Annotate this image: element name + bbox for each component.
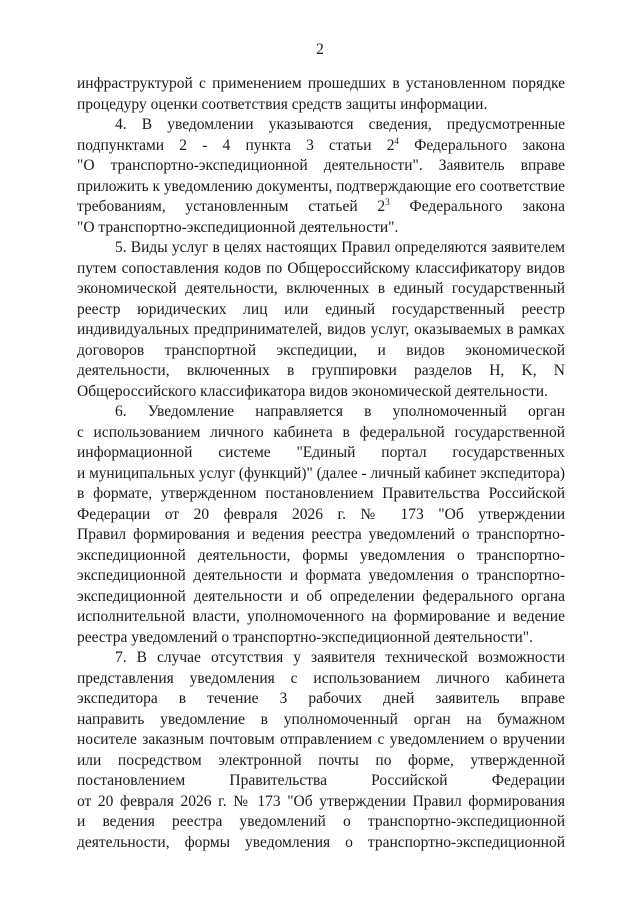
line-text: путем сопоставления кодов по Общероссийскому классификатору видов: [77, 259, 565, 277]
line-text: от 20 февраля 2026 г. № 173 "Об утверждении Правил формирования: [77, 792, 565, 810]
text-line: [77, 361, 565, 382]
line-text: индивидуальных предпринимателей, видов услуг, оказываемых в рамках: [77, 321, 565, 338]
text-line: [77, 464, 565, 485]
text-line: [77, 484, 565, 505]
line-text: "О транспортно-экспедиционной деятельности".: [77, 218, 399, 236]
line-text: экономической деятельности, включенных в единый государственный: [77, 280, 565, 297]
text-line: [77, 136, 565, 157]
line-text: или посредством электронной почты по форме, утвержденной: [77, 751, 565, 769]
line-text: экспедиционной деятельности и об определении федерального органа: [77, 587, 565, 605]
line-text: экспедитора в течение 3 рабочих дней заявитель вправе: [77, 690, 565, 707]
page-number: 2: [316, 41, 324, 58]
line-text-tail: Федерального закона: [398, 136, 565, 154]
text-line: [77, 382, 565, 403]
line-text: информационной системе "Единый портал государственных: [77, 444, 565, 461]
line-text: и ведения реестра уведомлений о транспортно-экспедиционной: [77, 813, 565, 830]
text-line: [77, 320, 565, 341]
line-text: процедуру оценки соответствия средств защиты информации.: [77, 95, 488, 113]
text-line: [77, 792, 565, 813]
text-line: [77, 238, 565, 259]
superscript: 3: [385, 197, 390, 207]
line-text: направить уведомление в уполномоченный орган на бумажном: [77, 710, 565, 728]
line-text: приложить к уведомлению документы, подтверждающие его соответствие: [77, 177, 565, 195]
text-line: [77, 546, 565, 567]
text-line: [77, 730, 565, 751]
text-line: [77, 259, 565, 280]
line-text: представления уведомления с использованием личного кабинета: [77, 669, 565, 687]
text-line: [77, 279, 565, 300]
text-line: [77, 443, 565, 464]
line-text: деятельности, формы уведомления о транспортно-экспедиционной: [77, 833, 565, 851]
line-text: требованиям, установленным статьей 2: [77, 198, 386, 215]
text-line: [77, 177, 565, 198]
text-line: [77, 710, 565, 731]
line-text: договоров транспортной экспедиции, и видов экономической: [77, 341, 565, 359]
line-text: подпунктами 2 - 4 пункта 3 статьи 2: [77, 136, 395, 154]
text-line: [77, 115, 565, 136]
text-line: [77, 525, 565, 546]
line-text: носителе заказным почтовым отправлением с уведомлением о вручении: [77, 731, 565, 748]
superscript: 4: [394, 135, 399, 146]
line-text: экспедиционной деятельности и формата уведомления о транспортно-: [77, 567, 565, 584]
text-line: [77, 812, 565, 833]
line-text: и муниципальных услуг (функций)" (далее - личный кабинет экспедитора): [77, 464, 565, 482]
line-text-tail: Федерального закона: [389, 198, 565, 215]
line-text: с использованием личного кабинета в федеральной государственной: [77, 423, 565, 441]
line-text: деятельности, включенных в группировки разделов H, K, N: [77, 362, 565, 379]
line-text: 7. В случае отсутствия у заявителя технической возможности: [115, 649, 565, 666]
line-text: "О транспортно-экспедиционной деятельности". Заявитель вправе: [77, 157, 565, 174]
text-line: [77, 74, 565, 95]
line-text: Федерации от 20 февраля 2026 г. № 173 "Об утверждении: [77, 505, 565, 523]
text-line: [77, 341, 565, 362]
text-line: [77, 95, 565, 116]
text-line: [77, 751, 565, 772]
text-line: [77, 833, 565, 854]
text-line: [77, 566, 565, 587]
text-line: [77, 628, 565, 649]
text-line: [77, 505, 565, 526]
text-line: [77, 771, 565, 792]
text-line: [77, 607, 565, 628]
text-line: [77, 423, 565, 444]
line-text: исполнительной власти, уполномоченного на формирование и ведение: [77, 608, 565, 625]
line-text: в формате, утвержденном постановлением Правительства Российской: [77, 485, 565, 502]
text-line: [77, 587, 565, 608]
line-text: 4. В уведомлении указываются сведения, предусмотренные: [115, 116, 565, 133]
text-line: [77, 648, 565, 669]
line-text: Общероссийского классификатора видов экономической деятельности.: [77, 382, 548, 400]
line-text: 5. Виды услуг в целях настоящих Правил определяются заявителем: [115, 239, 565, 256]
text-line: [77, 689, 565, 710]
document-body: [77, 74, 565, 853]
text-line: [77, 197, 565, 218]
line-text: 6. Уведомление направляется в уполномоченный орган: [115, 403, 565, 420]
line-text: постановлением Правительства Российской Федерации: [77, 772, 565, 789]
line-text: реестр юридических лиц или единый государственный реестр: [77, 300, 565, 318]
line-text: реестра уведомлений о транспортно-экспедиционной деятельности".: [77, 628, 533, 646]
line-text: Правил формирования и ведения реестра уведомлений о транспортно-: [77, 526, 565, 543]
line-text: инфраструктурой с применением прошедших в установленном порядке: [77, 75, 565, 92]
text-line: [77, 669, 565, 690]
text-line: [77, 218, 565, 239]
line-text: экспедиционной деятельности, формы уведомления о транспортно-: [77, 546, 565, 564]
text-line: [77, 402, 565, 423]
text-line: [77, 300, 565, 321]
text-line: [77, 156, 565, 177]
